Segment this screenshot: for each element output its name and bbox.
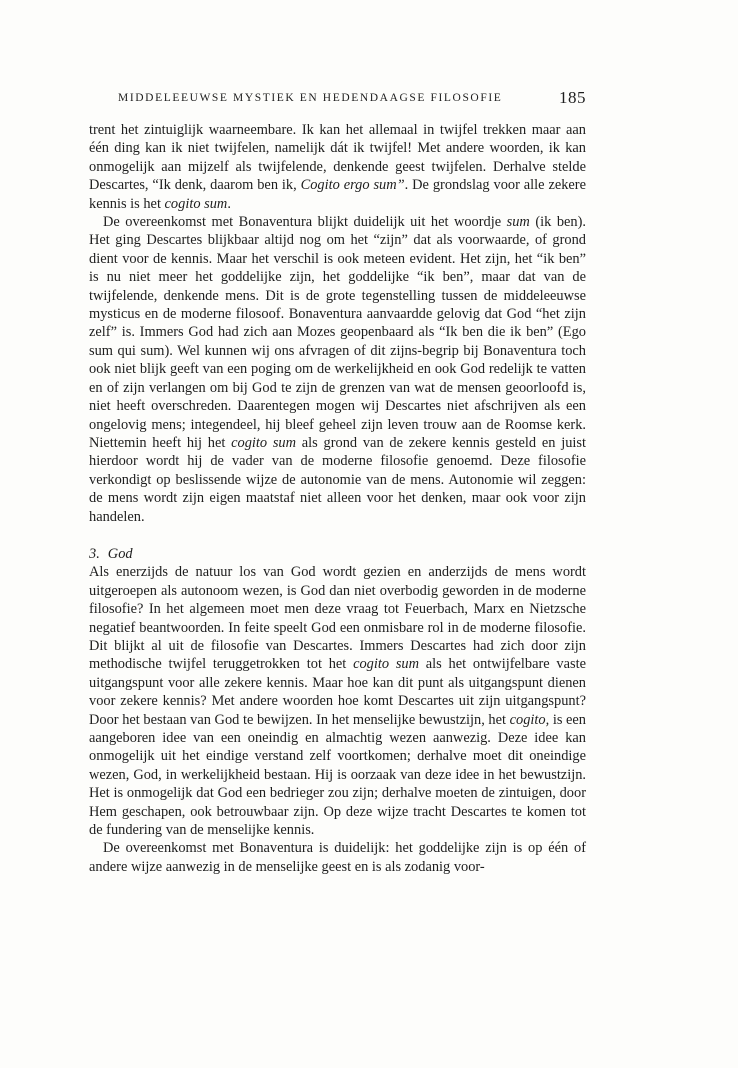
text-run: . <box>227 195 231 212</box>
italic-text: sum <box>506 214 530 231</box>
italic-text: cogito, <box>509 711 550 728</box>
paragraph <box>89 213 586 526</box>
text-run: Als enerzijds de natuur los van God wordt gezien en anderzijds de mens wordt uitgeroepen als autonoom wezen, is God dan niet overbodig geworden in de moderne filosofie? In het algemeen moet men deze vraag tot Feuerbach, Marx en Nietzsche negatief beantwoorden. In feite speelt God een onmisbare rol in de moderne filosofie. Dit blijkt al uit de filosofie van Descartes. Immers Descartes had zich door zijn methodische twijfel teruggetrokken tot het <box>89 564 586 673</box>
italic-text: cogito sum <box>164 195 228 212</box>
text-run: als het ontwijfelbare vaste uitgangspunt voor alle zekere kennis. Maar hoe kan dit punt als uitgangspunt dienen voor zekere kennis? Met andere woorden hoe komt Descartes uit zijn uitgangspunt? Door het bestaan van God te bewijzen. In het menselijke bewustzijn, het <box>89 656 586 728</box>
page-number: 185 <box>559 88 586 107</box>
section-title: God <box>107 545 133 562</box>
body-text <box>89 121 586 876</box>
paragraph <box>89 839 586 876</box>
italic-text: cogito sum <box>231 434 297 451</box>
text-run: De overeenkomst met Bonaventura is duidelijk: het goddelijke zijn is op één of andere wijze aanwezig in de menselijke geest en is als zodanig voor- <box>89 840 586 875</box>
running-title: MIDDELEEUWSE MYSTIEK EN HEDENDAAGSE FILOSOFIE <box>118 92 503 104</box>
italic-text: Cogito ergo sum” <box>300 177 405 194</box>
italic-text: cogito sum <box>353 656 420 673</box>
pre-section-paragraphs <box>89 121 586 526</box>
text-run: trent het zintuiglijk waarneembare. Ik kan het allemaal in twijfel trekken maar aan één ding kan ik niet twijfelen, namelijk dát ik twijfel! Met andere woorden, ik kan onmogelijk aan mijzelf als twijfelende, denkende geest twijfelen. Derhalve stelde Descartes, “Ik denk, daarom ben ik, <box>89 122 586 194</box>
section-number: 3. <box>89 545 100 562</box>
paragraph <box>89 563 586 839</box>
text-run: De overeenkomst met Bonaventura blijkt duidelijk uit het woordje <box>103 214 507 231</box>
text-run: (ik ben). Het ging Descartes blijkbaar altijd nog om het “zijn” dat als voorwaarde, of grond dient voor de kennis. Maar het verschil is ook meteen evident. Het zijn, het “ik ben” is nu niet meer het goddelijke zijn, het goddelijke “ik ben”, maar dat van de twijfelende, denkende mens. Dit is de grote tegenstelling tussen de middeleeuwse mysticus en de moderne filosoof. Bonaventura aanvaardde gelovig dat God “het zijn zelf” is. Immers God had zich aan Mozes geopenbaard als “Ik ben die ik ben” (Ego sum qui sum). Wel kunnen wij ons afvragen of dit zijns-begrip bij Bonaventura toch ook niet blijk geeft van een poging om de werkelijkheid en ook God redelijk te vatten en of zijn verlangen om bij God te zijn de grenzen van wat de mensen geoorloofd is, niet heeft overschreden. Daarentegen mogen wij Descartes niet afschrijven als een ongelovig mens; integendeel, hij bleef geheel zijn leven trouw aan de Roomse kerk. Niettemin heeft hij het <box>89 214 586 451</box>
paragraph <box>89 121 586 213</box>
section-paragraphs <box>89 563 586 876</box>
page-header <box>118 90 586 110</box>
text-run: als grond van de zekere kennis gesteld en juist hierdoor wordt hij de vader van de moderne filosofie genoemd. Deze filosofie verkondigt op beslissende wijze de autonomie van de mens. Autonomie wil zeggen: de mens wordt zijn eigen maatstaf niet alleen voor het denken, maar ook voor zijn handelen. <box>89 434 586 525</box>
text-run: . De grondslag voor alle zekere kennis is het <box>89 177 586 212</box>
section-heading <box>89 545 586 563</box>
text-run: is een aangeboren idee van een oneindig en almachtig wezen aanwezig. Deze idee kan onmogelijk uit het eindige verstand zelf voortkomen; derhalve moet dit oneindige wezen, God, in werkelijkheid bestaan. Hij is oorzaak van deze idee in het bewustzijn. Het is onmogelijk dat God een bedrieger zou zijn; derhalve moeten de zintuigen, door Hem geschapen, ook betrouwbaar zijn. Op deze wijze tracht Descartes te komen tot de fundering van de menselijke kennis. <box>89 711 587 839</box>
